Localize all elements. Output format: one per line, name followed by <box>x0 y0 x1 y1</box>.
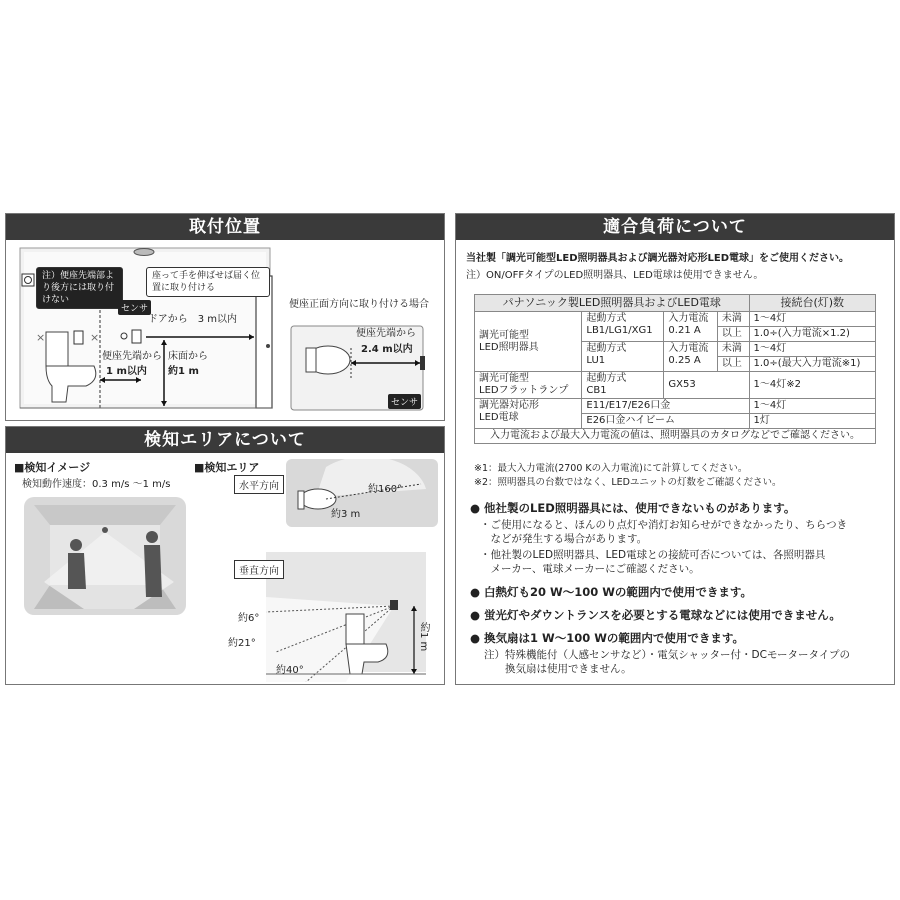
svg-text:×: × <box>36 331 46 344</box>
sensor-tag: センサ <box>118 300 151 315</box>
area-heading: ■検知エリア <box>194 461 260 474</box>
row1a-current: 入力電流 0.21 A <box>664 312 717 342</box>
install-position-panel <box>5 213 445 421</box>
table-header-products: パナソニック製LED照明器具およびLED電球 <box>475 295 750 312</box>
table-footer: 入力電流および最大入力電流の値は、照明器具のカタログなどでご確認ください。 <box>475 429 876 444</box>
row1a-cond2: 以上 <box>717 327 749 342</box>
load-table <box>474 294 876 444</box>
bullet-1-sub-1a: ・ご使用になると、ほんのり点灯や消灯お知らせができなかったり、ちらつき <box>480 519 848 531</box>
h-distance: 約3 m <box>331 509 361 520</box>
bullet-3: ● 蛍光灯やダウントランスを必要とする電球などには使用できません。 <box>470 608 841 622</box>
detection-panel <box>5 426 445 685</box>
bullet-1-sub-2a: ・他社製のLED照明器具、LED電球との接続可否については、各照明器具 <box>480 549 826 561</box>
install-position-title: 取付位置 <box>6 214 444 240</box>
row1a-val2: 1.0÷(入力電流×1.2) <box>749 327 875 342</box>
footnote-2: ※2：照明器具の台数ではなく、LEDユニットの灯数をご確認ください。 <box>474 477 782 488</box>
front-install-title: 便座正面方向に取り付ける場合 <box>289 299 429 310</box>
note-reach-install: 座って手を伸ばせば届く位置に取り付ける <box>146 267 270 297</box>
bullet-4: ● 換気扇は1 W～100 Wの範囲内で使用できます。 <box>470 631 744 645</box>
row3-type: 調光器対応形 LED電球 <box>475 399 582 429</box>
bullet-4-note-a: 注）特殊機能付（人感センサなど）・電気シャッター付・DCモータータイプの <box>484 649 851 661</box>
front-seat-value: 2.4 m以内 <box>361 344 413 355</box>
row3a-base: E11/E17/E26口金 <box>582 399 749 414</box>
room-illustration <box>24 497 186 617</box>
row1b-val2: 1.0÷(最大入力電流※1) <box>749 357 875 372</box>
detection-title: 検知エリアについて <box>6 427 444 453</box>
note-rear-install: 注）便座先端部より後方には取り付けない <box>36 267 123 309</box>
row1b-current: 入力電流 0.25 A <box>664 342 717 372</box>
door-distance: ドアから 3 m以内 <box>148 314 237 325</box>
row2-base: GX53 <box>664 372 749 399</box>
row2-method: 起動方式 CB1 <box>582 372 664 399</box>
row3b-base: E26口金ハイビーム <box>582 414 749 429</box>
v-angle-1: 約6° <box>238 613 260 624</box>
bullet-4-note-b: 換気扇は使用できません。 <box>484 663 632 675</box>
row1a-cond1: 未満 <box>717 312 749 327</box>
v-height: 約1 m <box>418 622 429 652</box>
row1a-val1: 1～4灯 <box>749 312 875 327</box>
load-panel <box>455 213 895 685</box>
seat-distance-value: 1 m以内 <box>106 366 147 377</box>
vertical-label: 垂直方向 <box>234 560 284 579</box>
front-sensor-tag: センサ <box>388 394 421 409</box>
speed-text: 検知動作速度：0.3 m/s ～1 m/s <box>22 479 171 490</box>
row1b-cond2: 以上 <box>717 357 749 372</box>
row1b-cond1: 未満 <box>717 342 749 357</box>
floor-height-value: 約1 m <box>168 366 199 377</box>
v-angle-2: 約21° <box>228 638 256 649</box>
row1-type: 調光可能型 LED照明器具 <box>475 312 582 372</box>
row3b-val: 1灯 <box>749 414 875 429</box>
horizontal-diagram <box>286 459 438 527</box>
load-intro-2: 注）ON/OFFタイプのLED照明器具、LED電球は使用できません。 <box>466 270 764 281</box>
horizontal-label: 水平方向 <box>234 475 284 494</box>
front-seat-label: 便座先端から <box>356 328 416 339</box>
seat-distance-label: 便座先端から <box>102 351 162 362</box>
floor-height-label: 床面から <box>168 351 208 362</box>
table-header-count: 接続台(灯)数 <box>749 295 875 312</box>
v-angle-3: 約40° <box>276 665 304 676</box>
row3a-val: 1～4灯 <box>749 399 875 414</box>
bullet-1: ● 他社製のLED照明器具には、使用できないものがあります。 <box>470 501 796 515</box>
h-angle: 約160° <box>368 484 403 495</box>
row1b-method: 起動方式 LU1 <box>582 342 664 372</box>
bullet-2: ● 白熱灯も20 W～100 Wの範囲内で使用できます。 <box>470 585 753 599</box>
row1b-val1: 1～4灯 <box>749 342 875 357</box>
load-title: 適合負荷について <box>456 214 894 240</box>
bullet-1-sub-1b: などが発生する場合があります。 <box>480 533 648 545</box>
row2-type: 調光可能型 LEDフラットランプ <box>475 372 582 399</box>
svg-text:×: × <box>90 331 100 344</box>
row2-val: 1～4灯※2 <box>749 372 875 399</box>
bullet-1-sub-2b: メーカー、電球メーカーにご確認ください。 <box>480 563 700 575</box>
row1a-method: 起動方式 LB1/LG1/XG1 <box>582 312 664 342</box>
image-heading: ■検知イメージ <box>14 461 91 474</box>
footnote-1: ※1：最大入力電流(2700 Kの入力電流)にて計算してください。 <box>474 463 748 474</box>
load-intro-1: 当社製「調光可能型LED照明器具および調光器対応形LED電球」をご使用ください。 <box>466 253 850 264</box>
